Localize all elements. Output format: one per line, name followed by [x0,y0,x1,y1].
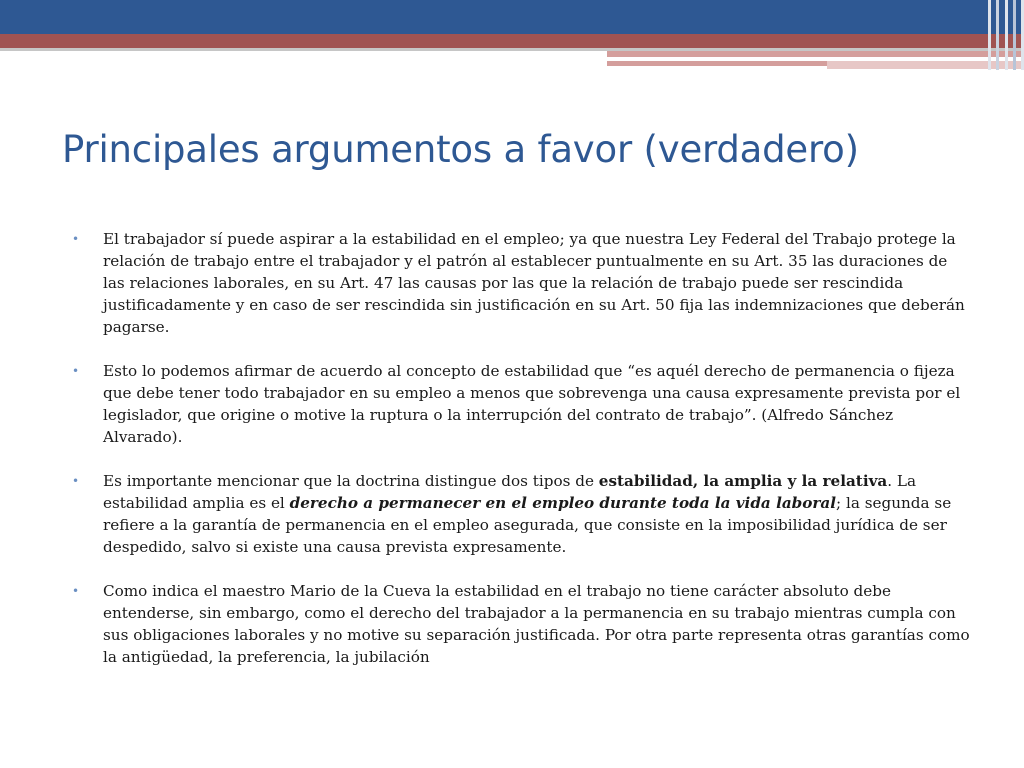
bullet-item [72,470,972,558]
bullet-item [72,580,972,668]
bullet-text-segment: . La estabilidad amplia es el [103,472,917,512]
header-band-blue [0,0,1024,34]
bullet-text: El trabajador sí puede aspirar a la estabilidad en el empleo; ya que nuestra Ley Federal del Trabajo protege la relación de trabajo entre el trabajador y el patrón al establecer puntualmente en su Art. 35 las duraciones de las relaciones laborales, en su Art. 47 las causas por las que la relación de trabajo puede ser rescindida justificadamente y en caso de ser rescindida sin justificación en su Art. 50 fija las indemnizaciones que deberán pagarse. [103,230,965,336]
slide-title: Principales argumentos a favor (verdadero) [62,128,859,171]
bullet-dot-icon: • [72,584,80,598]
bullet-text-segment: ; la segunda se refiere a la garantía de permanencia en el empleo asegurada, que consiste en la imposibilidad jurídica de ser despedido, salvo si existe una causa prevista expresamente. [103,494,952,556]
bullet-dot-icon: • [72,232,80,246]
bullet-text: Esto lo podemos afirmar de acuerdo al concepto de estabilidad que “es aquél derecho de permanencia o fijeza que debe tener todo trabajador en su empleo a menos que sobrevenga una causa expresamente prevista por el legislador, que origine o motive la ruptura o la interrupción del contrato de trabajo”. (Alfredo Sánchez Alvarado). [103,362,961,446]
header-accent-stripe [607,61,827,66]
bullet-item [72,228,972,338]
bullet-text-emphasis: estabilidad, la amplia y la relativa [598,472,888,490]
bullet-dot-icon: • [72,364,80,378]
header-band-red [0,34,1024,48]
bullet-text-segment: Es importante mencionar que la doctrina distingue dos tipos de [103,472,599,490]
bullet-text-emphasis: derecho a permanecer en el empleo durante toda la vida laboral [289,494,837,512]
bullet-item [72,360,972,448]
slide-body [72,228,972,690]
header-vertical-lines [988,0,1024,70]
bullet-text: Como indica el maestro Mario de la Cueva la estabilidad en el trabajo no tiene carácter absoluto debe entenderse, sin embargo, como el derecho del trabajador a la permanencia en su trabajo mientras cumpla con sus obligaciones laborales y no motive su separación justificada. Por otra parte representa otras garantías como la antigüedad, la preferencia, la jubilación [103,582,970,666]
bullet-dot-icon: • [72,474,80,488]
header-accent-stripe [607,51,1024,57]
